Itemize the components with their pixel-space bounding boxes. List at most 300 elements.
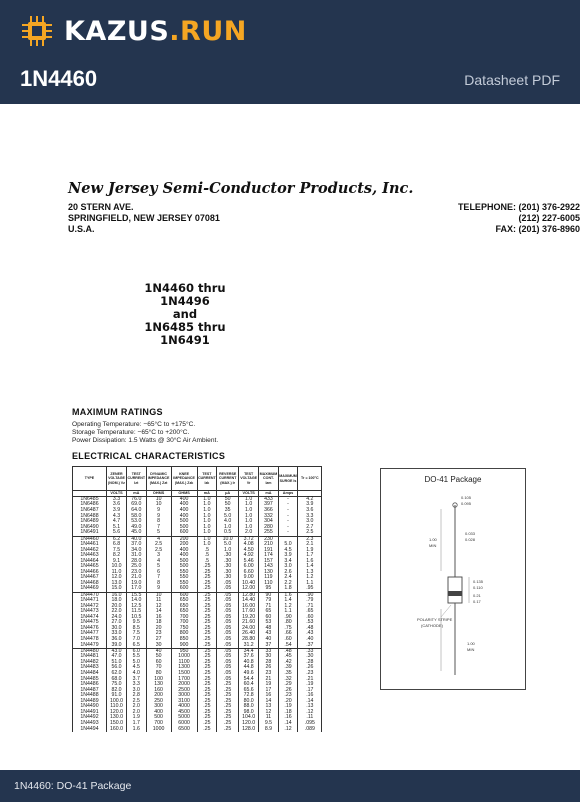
- table-cell: 20: [146, 626, 171, 632]
- table-cell: 3.4: [278, 559, 298, 565]
- table-cell: 60: [146, 660, 171, 666]
- table-cell: 1.8: [278, 586, 298, 592]
- table-cell: .25: [217, 693, 239, 699]
- table-cell: 700: [146, 721, 171, 727]
- table-cell: 1.6: [298, 559, 322, 565]
- table-cell: 1.6: [127, 726, 147, 732]
- table-cell: 1.4: [298, 564, 322, 570]
- part-number-cell: 1N6486: [73, 502, 107, 508]
- dim-label: 0.17: [473, 599, 481, 604]
- table-cell: 28.80: [239, 637, 259, 643]
- table-cell: 400: [171, 508, 197, 514]
- table-cell: 14: [146, 609, 171, 615]
- table-cell: 10.5: [127, 615, 147, 621]
- table-cell: .25: [197, 643, 217, 649]
- rating-line: Power Dissipation: 1.5 Watts @ 30°C Air Ambient.: [72, 437, 219, 444]
- table-cell: 2500: [171, 688, 197, 694]
- table-cell: 13: [259, 704, 279, 710]
- table-cell: 160: [146, 688, 171, 694]
- table-cell: .45: [278, 654, 298, 660]
- part-number-cell: 1N4489: [73, 699, 107, 705]
- part-number-cell: 1N4471: [73, 598, 107, 604]
- table-cell: .65: [298, 609, 322, 615]
- table-cell: 7.5: [107, 548, 127, 554]
- part-number-cell: 1N4472: [73, 604, 107, 610]
- dim-label: 0.21: [473, 593, 481, 598]
- table-cell: 40.8: [239, 660, 259, 666]
- table-cell: 5.46: [239, 559, 259, 565]
- table-cell: 5.0: [278, 542, 298, 548]
- table-cell: 191: [259, 548, 279, 554]
- table-cell: 600: [171, 530, 197, 536]
- column-header: TEST CURRENT Izk: [197, 467, 217, 491]
- table-cell: 128.0: [239, 726, 259, 732]
- table-cell: .25: [217, 715, 239, 721]
- table-cell: 130.0: [107, 715, 127, 721]
- table-cell: 10.0: [107, 564, 127, 570]
- table-cell: 9.5: [127, 620, 147, 626]
- table-cell: 35: [217, 508, 239, 514]
- table-cell: 18: [146, 620, 171, 626]
- table-cell: 8.9: [259, 726, 279, 732]
- table-cell: 110: [259, 581, 279, 587]
- table-cell: 1.1: [298, 581, 322, 587]
- table-cell: .05: [217, 609, 239, 615]
- table-cell: 200: [171, 542, 197, 548]
- table-cell: 3.0: [127, 688, 147, 694]
- column-header: REVERSE CURRENT (MAX.) Ir: [217, 467, 239, 491]
- table-cell: .25: [197, 609, 217, 615]
- table-cell: 1300: [171, 665, 197, 671]
- table-cell: 433: [259, 497, 279, 503]
- table-cell: 400: [171, 502, 197, 508]
- table-cell: 11: [146, 598, 171, 604]
- dim-label: (CATHODE): [421, 623, 443, 628]
- table-cell: 68.0: [107, 677, 127, 683]
- table-cell: .26: [278, 688, 298, 694]
- table-cell: 119: [259, 575, 279, 581]
- table-cell: .60: [298, 615, 322, 621]
- table-cell: 210: [259, 542, 279, 548]
- table-cell: 1.0: [197, 519, 217, 525]
- address-line: SPRINGFIELD, NEW JERSEY 07081: [68, 213, 220, 223]
- column-header: Tr = 100°C: [298, 467, 322, 491]
- logo-name: KAZUS: [64, 15, 170, 47]
- table-cell: 21.0: [127, 575, 147, 581]
- table-cell: .25: [197, 598, 217, 604]
- table-cell: .42: [278, 660, 298, 666]
- table-cell: 400: [171, 548, 197, 554]
- table-cell: .48: [278, 648, 298, 654]
- table-cell: 72.8: [239, 693, 259, 699]
- part-number-cell: 1N6485: [73, 497, 107, 503]
- table-cell: 1.0: [197, 525, 217, 531]
- table-cell: 2.2: [278, 581, 298, 587]
- table-cell: .25: [217, 682, 239, 688]
- table-cell: 1.0: [197, 497, 217, 503]
- part-number-cell: 1N4464: [73, 559, 107, 565]
- table-cell: 3.6: [107, 502, 127, 508]
- table-cell: 9: [146, 514, 171, 520]
- table-cell: 1.0: [239, 508, 259, 514]
- part-number-cell: 1N4477: [73, 631, 107, 637]
- table-cell: 13.0: [107, 581, 127, 587]
- table-cell: .14: [278, 721, 298, 727]
- table-cell: 24.0: [107, 615, 127, 621]
- part-number-cell: 1N4474: [73, 615, 107, 621]
- table-cell: 12: [259, 710, 279, 716]
- table-cell: 1.0: [239, 502, 259, 508]
- table-cell: .25: [197, 631, 217, 637]
- table-cell: 54.4: [239, 677, 259, 683]
- table-cell: .30: [217, 564, 239, 570]
- table-cell: 8.2: [107, 553, 127, 559]
- column-header: DYNAMIC IMPEDANCE (MAX.) Zzt: [146, 467, 171, 491]
- table-cell: 800: [171, 631, 197, 637]
- table-cell: .25: [197, 592, 217, 598]
- table-cell: 24.00: [239, 626, 259, 632]
- table-cell: 82.0: [107, 688, 127, 694]
- part-number-cell: 1N6488: [73, 514, 107, 520]
- table-cell: -: [278, 508, 298, 514]
- logo-dot: .: [169, 15, 181, 47]
- table-cell: .19: [298, 682, 322, 688]
- part-number-cell: 1N6491: [73, 530, 107, 536]
- table-cell: 12.0: [107, 575, 127, 581]
- table-cell: 19: [259, 682, 279, 688]
- table-cell: .23: [298, 671, 322, 677]
- table-cell: 2.5: [127, 699, 147, 705]
- table-cell: .25: [197, 564, 217, 570]
- table-cell: 600: [171, 586, 197, 592]
- table-cell: 1.0: [197, 514, 217, 520]
- table-cell: -: [278, 497, 298, 503]
- table-cell: .25: [197, 615, 217, 621]
- table-cell: 25.0: [127, 564, 147, 570]
- address-line: U.S.A.: [68, 224, 95, 234]
- series-line: 1N6485 thru: [144, 320, 226, 334]
- table-cell: .25: [197, 654, 217, 660]
- table-cell: 90: [259, 592, 279, 598]
- table-cell: 27.0: [107, 620, 127, 626]
- electrical-table: [72, 466, 322, 732]
- table-cell: 64.0: [127, 508, 147, 514]
- table-cell: 9: [146, 586, 171, 592]
- table-cell: 98.0: [239, 710, 259, 716]
- table-cell: 1.0: [239, 519, 259, 525]
- table-cell: 5.0: [127, 660, 147, 666]
- cathode-stripe: [448, 591, 462, 596]
- table-cell: 6.5: [127, 643, 147, 649]
- table-cell: .66: [278, 631, 298, 637]
- table-cell: 34.4: [239, 648, 259, 654]
- part-number-cell: 1N4494: [73, 726, 107, 732]
- table-cell: .25: [197, 671, 217, 677]
- table-cell: 27: [146, 637, 171, 643]
- table-cell: 8: [146, 519, 171, 525]
- part-number-cell: 1N4485: [73, 677, 107, 683]
- table-cell: 3000: [171, 693, 197, 699]
- table-cell: .05: [217, 637, 239, 643]
- table-cell: 16: [259, 693, 279, 699]
- site-header: [0, 0, 580, 104]
- table-cell: 143: [259, 564, 279, 570]
- table-cell: 76.0: [127, 497, 147, 503]
- table-cell: .16: [298, 693, 322, 699]
- table-cell: 10.0: [217, 536, 239, 542]
- table-cell: 700: [171, 615, 197, 621]
- table-cell: 2.5: [298, 530, 322, 536]
- table-cell: .28: [298, 660, 322, 666]
- table-cell: 3.72: [239, 536, 259, 542]
- table-cell: 6.0: [127, 648, 147, 654]
- table-cell: 4: [146, 536, 171, 542]
- table-cell: 10: [146, 502, 171, 508]
- table-cell: 50: [146, 654, 171, 660]
- table-cell: 45.0: [127, 530, 147, 536]
- table-cell: 14: [259, 699, 279, 705]
- table-cell: -: [278, 514, 298, 520]
- table-cell: 95: [259, 586, 279, 592]
- table-cell: 69.0: [127, 502, 147, 508]
- table-cell: 12.00: [239, 586, 259, 592]
- table-cell: 14.40: [239, 598, 259, 604]
- table-cell: .21: [298, 677, 322, 683]
- table-cell: 366: [259, 508, 279, 514]
- table-cell: 1.0: [197, 542, 217, 548]
- table-cell: .05: [217, 581, 239, 587]
- table-cell: 16: [146, 615, 171, 621]
- table-cell: 1.0: [217, 548, 239, 554]
- table-cell: 30: [146, 643, 171, 649]
- table-cell: .13: [298, 704, 322, 710]
- table-cell: 5.1: [107, 525, 127, 531]
- part-number-cell: 1N4478: [73, 637, 107, 643]
- table-cell: 250: [146, 699, 171, 705]
- logo-suffix: RUN: [180, 15, 247, 47]
- table-cell: 2000: [171, 682, 197, 688]
- table-cell: 36.0: [107, 637, 127, 643]
- column-header: TYPE: [73, 467, 107, 491]
- table-cell: 12: [146, 604, 171, 610]
- table-cell: 3.3: [298, 514, 322, 520]
- table-cell: 11: [259, 715, 279, 721]
- table-cell: .54: [278, 643, 298, 649]
- table-cell: .79: [298, 598, 322, 604]
- table-cell: 31.2: [239, 643, 259, 649]
- table-cell: .25: [217, 710, 239, 716]
- table-cell: 17.60: [239, 609, 259, 615]
- table-cell: -: [278, 519, 298, 525]
- table-cell: .05: [217, 660, 239, 666]
- table-cell: 200: [146, 693, 171, 699]
- table-cell: 400: [171, 553, 197, 559]
- table-cell: 4.92: [239, 553, 259, 559]
- table-cell: 1.2: [278, 604, 298, 610]
- table-cell: .60: [278, 637, 298, 643]
- table-cell: 80.0: [239, 699, 259, 705]
- table-cell: 100: [146, 677, 171, 683]
- table-cell: 1.0: [197, 530, 217, 536]
- table-cell: 37.0: [127, 542, 147, 548]
- table-cell: 1.0: [239, 525, 259, 531]
- table-cell: 550: [171, 575, 197, 581]
- chip-logo-icon: [20, 14, 54, 48]
- table-cell: .25: [197, 710, 217, 716]
- part-number-cell: 1N4473: [73, 609, 107, 615]
- table-cell: .19: [278, 704, 298, 710]
- column-header: TEST CURRENT Izt: [127, 467, 147, 491]
- table-cell: 33: [259, 648, 279, 654]
- unit-cell: VOLTS: [239, 491, 259, 497]
- table-cell: -: [278, 530, 298, 536]
- company-name: New Jersey Semi-Conductor Products, Inc.: [68, 180, 414, 197]
- phone-line: (212) 227-6005: [518, 213, 580, 223]
- column-header: ZENER VOLTAGE (NOM.) Vz: [107, 467, 127, 491]
- part-number-cell: 1N4481: [73, 654, 107, 660]
- unit-cell: μA: [217, 491, 239, 497]
- table-cell: 6.00: [239, 564, 259, 570]
- dim-label: MIN: [467, 647, 475, 652]
- table-cell: .90: [278, 615, 298, 621]
- table-cell: .05: [217, 626, 239, 632]
- table-cell: 2.8: [127, 693, 147, 699]
- table-cell: .25: [197, 626, 217, 632]
- unit-cell: VOLTS: [107, 491, 127, 497]
- series-line: 1N6491: [160, 333, 210, 347]
- table-cell: 16.0: [107, 592, 127, 598]
- table-cell: 2.7: [298, 525, 322, 531]
- table-cell: 650: [171, 598, 197, 604]
- image-caption: 1N4460: DO-41 Package: [0, 770, 580, 802]
- table-cell: 2.5: [146, 548, 171, 554]
- table-cell: 21.60: [239, 620, 259, 626]
- table-cell: .75: [278, 626, 298, 632]
- table-cell: 18.0: [107, 598, 127, 604]
- table-cell: .37: [298, 643, 322, 649]
- table-cell: .25: [197, 693, 217, 699]
- table-cell: 91.0: [107, 693, 127, 699]
- address-line: 20 STERN AVE.: [68, 202, 134, 212]
- table-cell: .095: [298, 721, 322, 727]
- table-cell: 16.00: [239, 604, 259, 610]
- table-cell: .32: [278, 677, 298, 683]
- table-cell: 400: [171, 514, 197, 520]
- part-number-cell: 1N4461: [73, 542, 107, 548]
- table-cell: .05: [217, 592, 239, 598]
- part-number-cell: 1N4482: [73, 660, 107, 666]
- table-cell: .25: [197, 688, 217, 694]
- table-cell: .23: [278, 693, 298, 699]
- company-address: [68, 202, 220, 235]
- table-cell: 550: [171, 581, 197, 587]
- table-cell: .089: [298, 726, 322, 732]
- table-cell: 23: [146, 631, 171, 637]
- table-cell: .71: [298, 604, 322, 610]
- part-number-cell: 1N6489: [73, 519, 107, 525]
- column-header: TEST VOLTAGE Vr: [239, 467, 259, 491]
- table-cell: .5: [197, 553, 217, 559]
- electrical-title: ELECTRICAL CHARACTERISTICS: [72, 451, 226, 461]
- datasheet-label: Datasheet PDF: [464, 72, 560, 88]
- part-number-cell: 1N4460: [73, 536, 107, 542]
- table-cell: 23: [259, 671, 279, 677]
- dim-label: POLARITY STRIPE: [417, 617, 453, 622]
- page-title: 1N4460: [20, 66, 98, 91]
- table-cell: .25: [197, 704, 217, 710]
- table-cell: .29: [278, 682, 298, 688]
- table-cell: 53.0: [127, 519, 147, 525]
- table-cell: .25: [197, 721, 217, 727]
- table-cell: .05: [217, 671, 239, 677]
- table-cell: .90: [298, 592, 322, 598]
- table-cell: .25: [197, 586, 217, 592]
- table-cell: 71: [259, 604, 279, 610]
- site-logo[interactable]: [20, 14, 247, 48]
- table-cell: 7.0: [127, 637, 147, 643]
- table-cell: 2.1: [298, 542, 322, 548]
- table-cell: .05: [217, 586, 239, 592]
- table-cell: 56.0: [107, 665, 127, 671]
- table-cell: .18: [278, 710, 298, 716]
- table-cell: .25: [197, 660, 217, 666]
- table-cell: 43: [259, 631, 279, 637]
- table-cell: 6500: [171, 726, 197, 732]
- table-cell: 70: [146, 665, 171, 671]
- dim-label: 0.110: [473, 585, 483, 590]
- table-cell: .35: [278, 671, 298, 677]
- table-cell: 4.50: [239, 548, 259, 554]
- table-cell: .05: [217, 643, 239, 649]
- table-cell: .30: [217, 575, 239, 581]
- table-cell: 8.5: [127, 626, 147, 632]
- max-ratings-lines: [72, 421, 218, 445]
- table-cell: 7.5: [127, 631, 147, 637]
- table-cell: 17: [259, 688, 279, 694]
- table-cell: 28: [259, 660, 279, 666]
- table-cell: 1100: [171, 660, 197, 666]
- table-cell: 1.9: [127, 715, 147, 721]
- table-cell: 10: [146, 497, 171, 503]
- table-cell: 49.6: [239, 671, 259, 677]
- table-cell: 17.0: [127, 586, 147, 592]
- table-cell: .30: [217, 570, 239, 576]
- table-cell: .25: [217, 699, 239, 705]
- part-number-cell: 1N4475: [73, 620, 107, 626]
- part-number-cell: 1N4480: [73, 648, 107, 654]
- table-cell: .05: [217, 598, 239, 604]
- table-cell: .25: [197, 665, 217, 671]
- rating-line: Storage Temperature: −65°C to +200°C.: [72, 429, 190, 436]
- table-cell: .05: [217, 620, 239, 626]
- table-cell: 280: [259, 525, 279, 531]
- table-cell: 1.7: [298, 553, 322, 559]
- table-cell: 3: [146, 553, 171, 559]
- table-cell: 397: [259, 502, 279, 508]
- phone-line: FAX: (201) 376-8960: [495, 224, 580, 234]
- table-cell: .25: [197, 570, 217, 576]
- table-cell: .25: [217, 721, 239, 727]
- table-cell: 3.9: [107, 508, 127, 514]
- unit-cell: Amps: [278, 491, 298, 497]
- table-cell: 1.0: [239, 514, 259, 520]
- table-cell: .30: [217, 559, 239, 565]
- part-number-cell: 1N4491: [73, 710, 107, 716]
- table-cell: 26.40: [239, 631, 259, 637]
- table-cell: 33.0: [107, 631, 127, 637]
- table-cell: 0.5: [217, 530, 239, 536]
- table-cell: 500: [171, 564, 197, 570]
